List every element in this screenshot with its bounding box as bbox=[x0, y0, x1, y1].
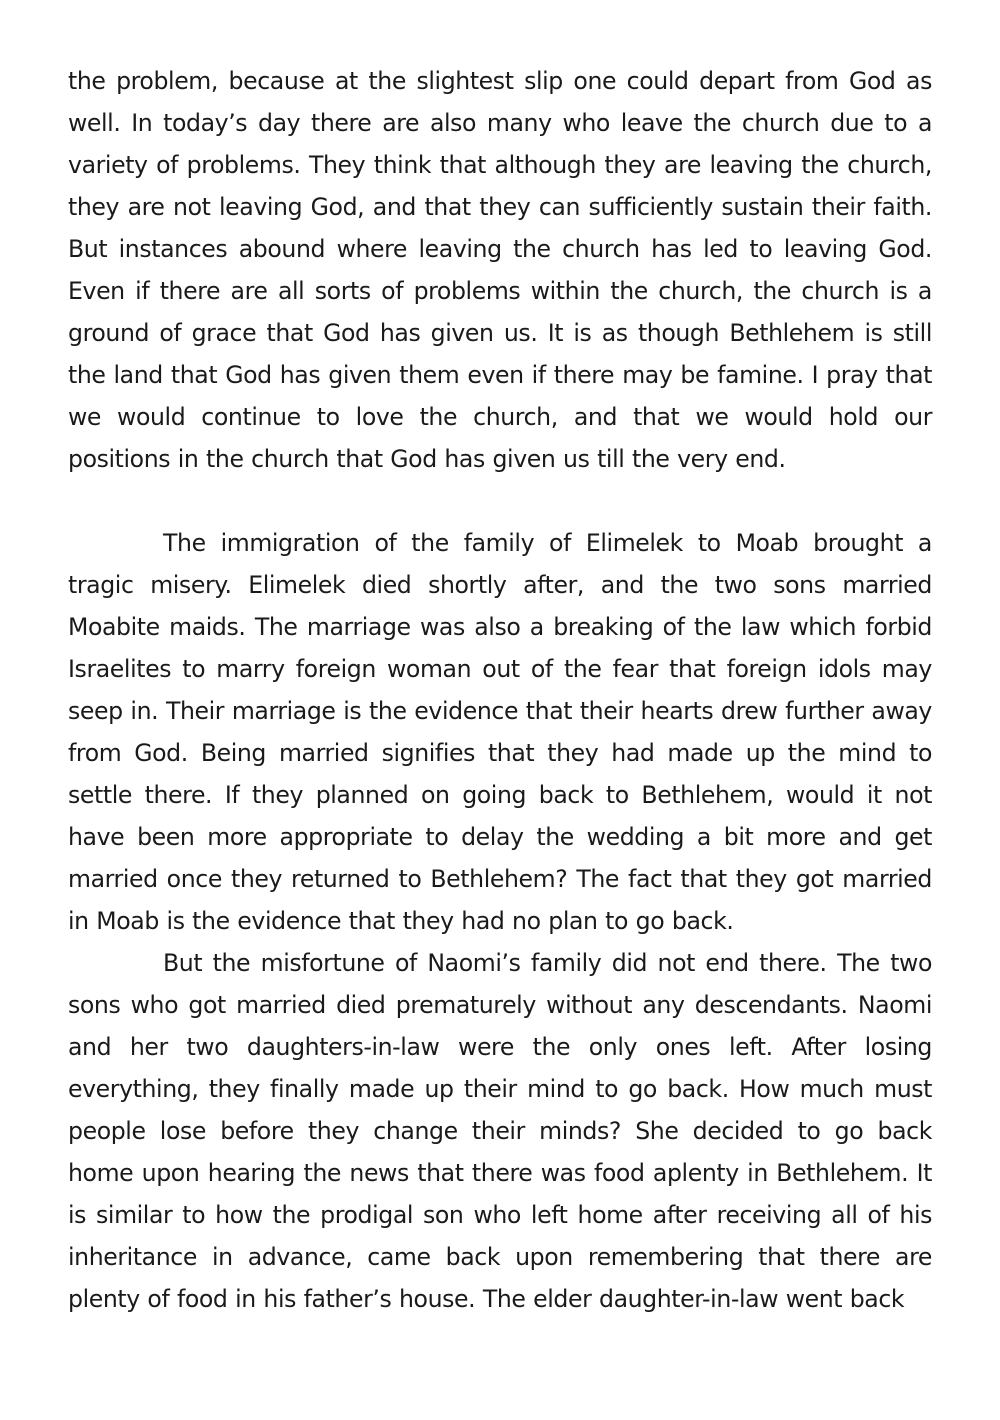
paragraph-church: the problem, because at the slightest slip one could depart from God as well. In today’s day there are also many who leave the church due to a variety of problems. They think that although they are leaving the church, they are not leaving God, and that they can sufficiently sustain their faith. But instances abound where leaving the church has led to leaving God. Even if there are all sorts of problems within the church, the church is a ground of grace that God has given us. It is as though Bethlehem is still the land that God has given them even if there may be famine. I pray that we would continue to love the church, and that we would hold our positions in the church that God has given us till the very end. bbox=[68, 67, 932, 473]
document-page bbox=[68, 60, 932, 1320]
paragraph-immigration: The immigration of the family of Elimelek to Moab brought a tragic misery. Elimelek died shortly after, and the two sons married Moabite maids. The marriage was also a breaking of the law which forbid Israelites to marry foreign woman out of the fear that foreign idols may seep in. Their marriage is the evidence that their hearts drew further away from God. Being married signifies that they had made up the mind to settle there. If they planned on going back to Bethlehem, would it not have been more appropriate to delay the wedding a bit more and get married once they returned to Bethlehem? The fact that they got married in Moab is the evidence that they had no plan to go back. bbox=[68, 529, 932, 935]
paragraph-misfortune: But the misfortune of Naomi’s family did not end there. The two sons who got married died prematurely without any descendants. Naomi and her two daughters-in-law were the only ones left. After losing everything, they finally made up their mind to go back. How much must people lose before they change their minds? She decided to go back home upon hearing the news that there was food aplenty in Bethlehem. It is similar to how the prodigal son who left home after receiving all of his inheritance in advance, came back upon remembering that there are plenty of food in his father’s house. The elder daughter-in-law went back bbox=[68, 949, 932, 1313]
paragraph-gap bbox=[68, 480, 932, 522]
